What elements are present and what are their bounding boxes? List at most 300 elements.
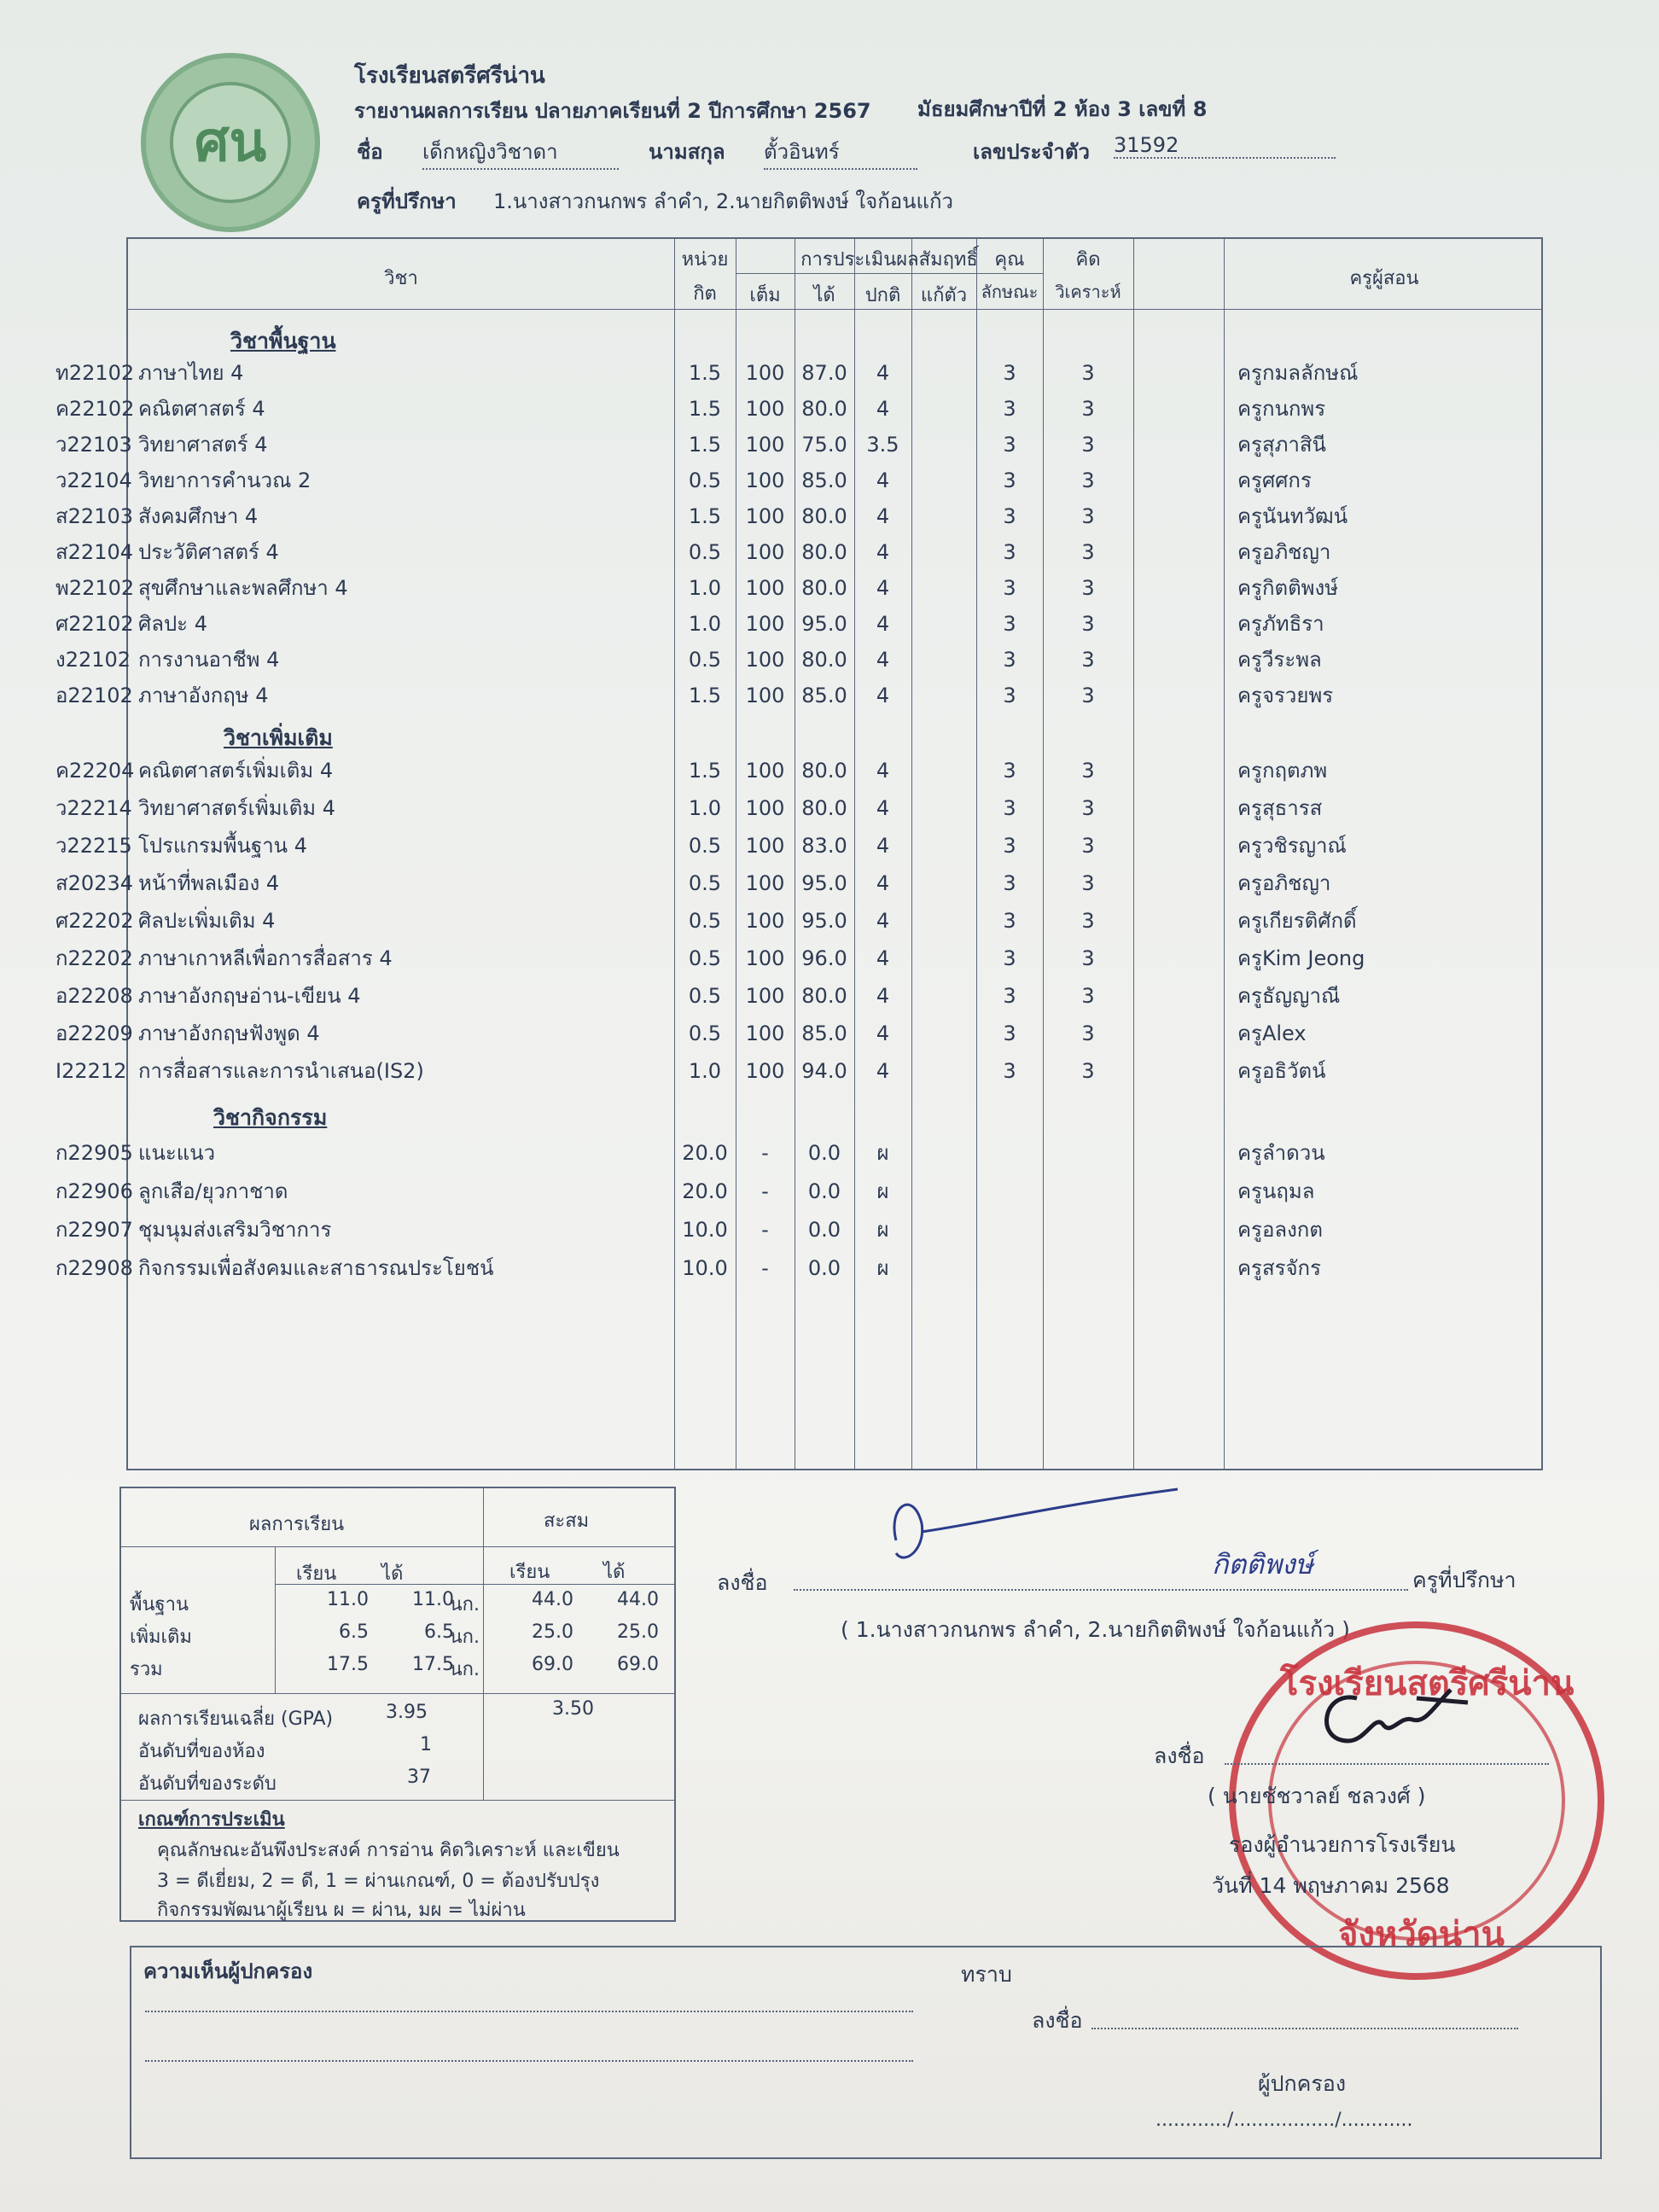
cell-teacher: ครูนันทวัฒน์ <box>1237 504 1348 528</box>
study-col-label: เรียน <box>296 1563 337 1585</box>
subject-row <box>55 1250 1541 1287</box>
cell-grade: 4 <box>876 1022 890 1045</box>
cell-attr: 3 <box>1003 684 1016 707</box>
cell-grade: 4 <box>876 361 890 385</box>
cell-unit: 1.0 <box>688 796 722 820</box>
cell-got: 85.0 <box>801 684 847 707</box>
cell-name: การสื่อสารและการนำเสนอ(IS2) <box>138 1059 424 1083</box>
credit-got: 17.5 <box>412 1654 454 1675</box>
stamp-top-text: โรงเรียนสตรีศรีน่าน <box>1280 1664 1575 1703</box>
parent-opinion-box <box>130 1946 1602 2159</box>
cell-code: ว22214 <box>55 796 132 820</box>
col-subject-header: วิชา <box>384 268 418 289</box>
cell-got: 85.0 <box>801 1022 847 1045</box>
cell-got: 0.0 <box>807 1256 841 1280</box>
acknowledge-label: ทราบ <box>961 1962 1012 1987</box>
cell-full: 100 <box>745 612 785 636</box>
summary-box <box>119 1487 676 1922</box>
cell-unit: 10.0 <box>682 1256 728 1280</box>
cell-teacher: ครูศศกร <box>1237 469 1312 492</box>
cell-unit: 0.5 <box>688 984 722 1008</box>
cumulative-label: สะสม <box>544 1511 590 1532</box>
cell-full: 100 <box>745 946 785 970</box>
cell-think: 3 <box>1081 871 1095 895</box>
section-basic: วิชาพื้นฐาน <box>230 329 336 353</box>
cell-teacher: ครูวชิรญาณ์ <box>1237 834 1347 858</box>
cell-teacher: ครูกิตติพงษ์ <box>1237 576 1339 600</box>
cell-full: - <box>761 1218 769 1242</box>
cell-name: สุขศึกษาและพลศึกษา 4 <box>138 576 348 600</box>
class-rank-label: อันดับที่ของห้อง <box>138 1741 265 1762</box>
col-full-header: เต็ม <box>749 285 781 306</box>
cell-grade: 3.5 <box>866 433 899 457</box>
credit-got: 6.5 <box>424 1621 454 1643</box>
cell-name: ลูกเสือ/ยุวกาชาด <box>138 1179 288 1203</box>
cell-code: ง22102 <box>55 648 131 672</box>
col-fix-header: แก้ตัว <box>920 285 968 306</box>
cell-think: 3 <box>1081 433 1095 457</box>
cell-full: 100 <box>745 648 785 672</box>
cell-unit: 0.5 <box>688 871 722 895</box>
cell-think: 3 <box>1081 1022 1095 1045</box>
cell-grade: ผ <box>876 1256 889 1280</box>
cell-name: ศิลปะเพิ่มเติม 4 <box>138 909 276 933</box>
cell-attr: 3 <box>1003 984 1016 1008</box>
cell-grade: 4 <box>876 504 890 528</box>
cell-got: 80.0 <box>801 648 847 672</box>
cell-teacher: ครูธัญญาณี <box>1237 984 1341 1008</box>
cell-attr: 3 <box>1003 946 1016 970</box>
cell-think: 3 <box>1081 909 1095 933</box>
subject-row <box>55 790 1541 827</box>
cell-teacher: ครูสรจักร <box>1237 1256 1321 1280</box>
cell-code: ก22907 <box>55 1218 133 1242</box>
credit-cum_got: 69.0 <box>617 1654 659 1675</box>
cell-grade: 4 <box>876 469 890 492</box>
cell-full: 100 <box>745 984 785 1008</box>
cell-code: ก22908 <box>55 1256 133 1280</box>
summary-vdivider <box>275 1546 276 1693</box>
cell-unit: 1.5 <box>688 433 722 457</box>
cell-teacher: ครูวีระพล <box>1237 648 1322 672</box>
cell-code: ก22905 <box>55 1141 133 1165</box>
cell-teacher: ครูKim Jeong <box>1237 946 1365 970</box>
col-attr-header-b: ลักษณะ <box>981 282 1039 302</box>
cell-teacher: ครูAlex <box>1237 1022 1307 1045</box>
cum-study-col-label: เรียน <box>509 1562 550 1583</box>
report-title: รายงานผลการเรียน ปลายภาคเรียนที่ 2 ปีการศึกษา 2567 <box>354 99 871 123</box>
advisor-label: ครูที่ปรึกษา <box>357 189 457 213</box>
cell-got: 0.0 <box>807 1179 841 1203</box>
cell-code: ส22103 <box>55 504 133 528</box>
cell-name: ภาษาอังกฤษอ่าน-เขียน 4 <box>138 984 361 1008</box>
cell-grade: 4 <box>876 540 890 564</box>
cell-got: 80.0 <box>801 984 847 1008</box>
cell-grade: 4 <box>876 576 890 600</box>
cell-got: 80.0 <box>801 540 847 564</box>
cell-code: ส22104 <box>55 540 133 564</box>
cell-name: วิทยาการคำนวณ 2 <box>138 469 311 492</box>
criteria-line-3: กิจกรรมพัฒนาผู้เรียน ผ = ผ่าน, มผ = ไม่ผ่าน <box>157 1900 526 1921</box>
cell-grade: 4 <box>876 834 890 858</box>
cell-teacher: ครูเกียรติศักดิ์ <box>1237 909 1357 933</box>
opinion-line-2[interactable] <box>145 2060 913 2062</box>
cell-code: ศ22202 <box>55 909 134 933</box>
col-think-header-a: คิด <box>1075 249 1101 271</box>
parent-sign-label: ลงชื่อ <box>1032 2008 1083 2033</box>
cell-name: โปรแกรมพื้นฐาน 4 <box>138 834 307 858</box>
credit-cum_got: 44.0 <box>617 1589 659 1610</box>
subject-row <box>55 978 1541 1015</box>
cell-name: ภาษาเกาหลีเพื่อการสื่อสาร 4 <box>138 946 393 970</box>
class-info: มัธยมศึกษาปีที่ 2 ห้อง 3 เลขที่ 8 <box>917 97 1208 121</box>
cell-teacher: ครูนฤมล <box>1237 1179 1315 1203</box>
cell-teacher: ครูสุธารส <box>1237 796 1323 820</box>
cell-attr: 3 <box>1003 834 1016 858</box>
gpa-label: ผลการเรียนเฉลี่ย (GPA) <box>138 1708 334 1730</box>
cell-name: คณิตศาสตร์เพิ่มเติม 4 <box>138 759 334 783</box>
cell-attr: 3 <box>1003 759 1016 783</box>
credit-cum_study: 44.0 <box>532 1589 573 1610</box>
subject-row <box>55 1135 1541 1172</box>
summary-vdivider <box>483 1488 484 1800</box>
cell-unit: 0.5 <box>688 648 722 672</box>
cell-code: ศ22102 <box>55 612 134 636</box>
credit-unit: นก. <box>449 1594 480 1615</box>
cell-think: 3 <box>1081 1059 1095 1083</box>
credit-cum_study: 25.0 <box>532 1621 573 1643</box>
cell-grade: 4 <box>876 612 890 636</box>
results-label: ผลการเรียน <box>249 1514 345 1535</box>
summary-divider <box>121 1693 674 1694</box>
cell-full: - <box>761 1256 769 1280</box>
cell-name: การงานอาชีพ 4 <box>138 648 280 672</box>
cell-unit: 20.0 <box>682 1179 728 1203</box>
cell-unit: 1.0 <box>688 1059 722 1083</box>
cell-name: วิทยาศาสตร์เพิ่มเติม 4 <box>138 796 336 820</box>
subject-row <box>55 534 1541 571</box>
cell-unit: 20.0 <box>682 1141 728 1165</box>
subject-row <box>55 678 1541 714</box>
cell-grade: 4 <box>876 759 890 783</box>
cell-teacher: ครูอลงกต <box>1237 1218 1323 1242</box>
cell-full: 100 <box>745 759 785 783</box>
col-normal-header: ปกติ <box>864 285 901 306</box>
cell-full: 100 <box>745 361 785 385</box>
cell-full: 100 <box>745 540 785 564</box>
credit-label: รวม <box>130 1659 163 1680</box>
cell-code: ว22215 <box>55 834 132 858</box>
cell-unit: 1.5 <box>688 759 722 783</box>
school-logo-emblem: ศน <box>194 111 267 174</box>
col-unit-header-a: หน่วย <box>681 249 729 271</box>
cell-unit: 1.5 <box>688 504 722 528</box>
parent-date: ............/................./............ <box>1155 2110 1413 2131</box>
col-eval-header: การประเมินผลสัมฤทธิ์ <box>800 249 978 271</box>
cell-unit: 0.5 <box>688 1022 722 1045</box>
cell-teacher: ครูอธิวัตน์ <box>1237 1059 1326 1083</box>
got-col-label: ได้ <box>381 1563 404 1585</box>
cell-got: 75.0 <box>801 433 847 457</box>
student-id <box>1114 133 1336 159</box>
cell-attr: 3 <box>1003 433 1016 457</box>
cell-full: 100 <box>745 834 785 858</box>
cell-code: ส20234 <box>55 871 133 895</box>
credit-label: พื้นฐาน <box>130 1594 189 1615</box>
cell-full: 100 <box>745 1059 785 1083</box>
cell-full: 100 <box>745 576 785 600</box>
level-rank-value: 37 <box>407 1767 431 1788</box>
subject-row <box>55 463 1541 499</box>
subject-row <box>55 940 1541 977</box>
student-name <box>422 135 619 170</box>
school-logo-inner-ring <box>170 82 291 203</box>
cell-got: 85.0 <box>801 469 847 492</box>
cell-teacher: ครูจรวยพร <box>1237 684 1334 707</box>
section-extra: วิชาเพิ่มเติม <box>224 725 333 750</box>
cell-name: ภาษาอังกฤษฟังพูด 4 <box>138 1022 320 1045</box>
cell-think: 3 <box>1081 540 1095 564</box>
cell-code: อ22209 <box>55 1022 133 1045</box>
parent-sign-line[interactable] <box>1091 2028 1518 2029</box>
subject-row <box>55 1016 1541 1052</box>
section-activity: วิชากิจกรรม <box>213 1105 328 1130</box>
student-surname <box>764 135 917 170</box>
cell-think: 3 <box>1081 946 1095 970</box>
cell-full: 100 <box>745 504 785 528</box>
col-got-header: ได้ <box>813 285 835 306</box>
advisor-signature-scribble <box>879 1472 1186 1592</box>
cell-code: อ22102 <box>55 684 133 707</box>
credit-cum_got: 25.0 <box>617 1621 659 1643</box>
cell-grade: 4 <box>876 1059 890 1083</box>
cell-attr: 3 <box>1003 612 1016 636</box>
cell-name: แนะแนว <box>138 1141 216 1165</box>
summary-divider <box>121 1546 674 1547</box>
credit-unit: นก. <box>449 1659 480 1680</box>
cell-grade: 4 <box>876 946 890 970</box>
cell-think: 3 <box>1081 796 1095 820</box>
col-attr-header-a: คุณ <box>994 249 1025 271</box>
cell-attr: 3 <box>1003 1022 1016 1045</box>
credit-study: 17.5 <box>327 1654 369 1675</box>
cell-name: ภาษาอังกฤษ 4 <box>138 684 269 707</box>
cell-code: ว22104 <box>55 469 132 492</box>
cell-unit: 1.5 <box>688 397 722 421</box>
deputy-sign-line <box>1225 1763 1549 1765</box>
school-logo <box>141 53 320 232</box>
subject-row <box>55 606 1541 643</box>
cell-code: ค22102 <box>55 397 135 421</box>
cell-attr: 3 <box>1003 648 1016 672</box>
cell-code: ว22103 <box>55 433 132 457</box>
advisor-sign-line <box>794 1589 1408 1591</box>
cell-full: 100 <box>745 469 785 492</box>
cell-code: พ22102 <box>55 576 135 600</box>
cell-grade: 4 <box>876 397 890 421</box>
cell-unit: 0.5 <box>688 909 722 933</box>
cell-unit: 1.5 <box>688 361 722 385</box>
parent-role: ผู้ปกครอง <box>1258 2071 1347 2096</box>
cell-got: 95.0 <box>801 612 847 636</box>
cell-teacher: ครูภัทธิรา <box>1237 612 1324 636</box>
cell-code: ค22204 <box>55 759 135 783</box>
deputy-sign-label: ลงชื่อ <box>1154 1743 1205 1768</box>
cell-got: 95.0 <box>801 909 847 933</box>
cell-unit: 1.0 <box>688 612 722 636</box>
cell-think: 3 <box>1081 834 1095 858</box>
summary-divider <box>121 1800 674 1801</box>
advisor-role: ครูที่ปรึกษา <box>1412 1568 1516 1592</box>
deputy-name: ( นายชัชวาลย์ ชลวงศ์ ) <box>1208 1784 1426 1808</box>
cell-name: หน้าที่พลเมือง 4 <box>138 871 280 895</box>
cell-code: ท22102 <box>55 361 135 385</box>
parent-opinion-label: ความเห็นผู้ปกครอง <box>143 1959 313 1983</box>
subject-row <box>55 903 1541 940</box>
cell-full: 100 <box>745 684 785 707</box>
cell-name: ศิลปะ 4 <box>138 612 207 636</box>
credit-unit: นก. <box>449 1627 480 1648</box>
cell-think: 3 <box>1081 469 1095 492</box>
cell-full: 100 <box>745 1022 785 1045</box>
criteria-title: เกณฑ์การประเมิน <box>138 1809 285 1831</box>
cell-attr: 3 <box>1003 397 1016 421</box>
cell-attr: 3 <box>1003 871 1016 895</box>
cell-think: 3 <box>1081 984 1095 1008</box>
criteria-line-1: คุณลักษณะอันพึงประสงค์ การอ่าน คิดวิเคราะห์ และเขียน <box>157 1840 620 1861</box>
cell-teacher: ครูอภิชญา <box>1237 540 1331 564</box>
cell-teacher: ครูอภิชญา <box>1237 871 1331 895</box>
stamp-bottom-text: จังหวัดน่าน <box>1338 1915 1505 1954</box>
id-label: เลขประจำตัว <box>973 140 1090 164</box>
cell-got: 80.0 <box>801 759 847 783</box>
cell-think: 3 <box>1081 612 1095 636</box>
subject-row <box>55 828 1541 864</box>
subject-row <box>55 1212 1541 1249</box>
cell-attr: 3 <box>1003 576 1016 600</box>
cell-attr: 3 <box>1003 540 1016 564</box>
cell-think: 3 <box>1081 397 1095 421</box>
cell-got: 80.0 <box>801 796 847 820</box>
cell-unit: 0.5 <box>688 946 722 970</box>
subject-row <box>55 498 1541 535</box>
cell-think: 3 <box>1081 684 1095 707</box>
cell-got: 80.0 <box>801 576 847 600</box>
student-surname-value: ตั้วอินทร์ <box>764 135 917 170</box>
level-rank-label: อันดับที่ของระดับ <box>138 1773 276 1795</box>
cell-got: 83.0 <box>801 834 847 858</box>
cell-think: 3 <box>1081 759 1095 783</box>
cell-unit: 1.5 <box>688 684 722 707</box>
cell-grade: ผ <box>876 1179 889 1203</box>
cell-name: ประวัติศาสตร์ 4 <box>138 540 279 564</box>
credit-got: 11.0 <box>412 1589 454 1610</box>
gpa-value: 3.95 <box>386 1702 428 1723</box>
cell-attr: 3 <box>1003 1059 1016 1083</box>
cell-teacher: ครูลำดวน <box>1237 1141 1325 1165</box>
cum-got-col-label: ได้ <box>603 1562 626 1583</box>
cell-grade: 4 <box>876 984 890 1008</box>
cell-got: 95.0 <box>801 871 847 895</box>
report-date: วันที่ 14 พฤษภาคม 2568 <box>1212 1873 1450 1898</box>
school-name: โรงเรียนสตรีศรีน่าน <box>354 63 545 89</box>
cell-code: I22212 <box>55 1059 127 1083</box>
cell-grade: 4 <box>876 796 890 820</box>
cell-name: วิทยาศาสตร์ 4 <box>138 433 268 457</box>
col-teacher-header: ครูผู้สอน <box>1349 268 1419 289</box>
cum-gpa-value: 3.50 <box>552 1698 594 1720</box>
subject-row <box>55 427 1541 463</box>
cell-name: คณิตศาสตร์ 4 <box>138 397 265 421</box>
cell-attr: 3 <box>1003 796 1016 820</box>
cell-attr: 3 <box>1003 504 1016 528</box>
credit-label: เพิ่มเติม <box>130 1627 192 1648</box>
col-think-header-b: วิเคราะห์ <box>1055 282 1121 302</box>
cell-got: 94.0 <box>801 1059 847 1083</box>
cell-grade: ผ <box>876 1141 889 1165</box>
cell-think: 3 <box>1081 648 1095 672</box>
cell-full: - <box>761 1141 769 1165</box>
cell-teacher: ครูกฤตภพ <box>1237 759 1328 783</box>
subject-row <box>55 1053 1541 1090</box>
cell-think: 3 <box>1081 361 1095 385</box>
cell-full: 100 <box>745 433 785 457</box>
cell-full: 100 <box>745 909 785 933</box>
cell-full: 100 <box>745 796 785 820</box>
cell-think: 3 <box>1081 504 1095 528</box>
cell-got: 87.0 <box>801 361 847 385</box>
cell-unit: 0.5 <box>688 469 722 492</box>
cell-got: 96.0 <box>801 946 847 970</box>
cell-grade: 4 <box>876 909 890 933</box>
class-rank-value: 1 <box>420 1734 432 1755</box>
deputy-role: รองผู้อำนวยการโรงเรียน <box>1229 1832 1456 1857</box>
student-id-value: 31592 <box>1114 133 1336 159</box>
cell-teacher: ครูกมลลักษณ์ <box>1237 361 1359 385</box>
cell-code: อ22208 <box>55 984 133 1008</box>
cell-unit: 0.5 <box>688 834 722 858</box>
cell-teacher: ครูกนกพร <box>1237 397 1326 421</box>
cell-code: ก22906 <box>55 1179 133 1203</box>
cell-name: กิจกรรมเพื่อสังคมและสาธารณประโยชน์ <box>138 1256 494 1280</box>
criteria-line-2: 3 = ดีเยี่ยม, 2 = ดี, 1 = ผ่านเกณฑ์, 0 = ต้องปรับปรุง <box>157 1871 600 1892</box>
cell-got: 80.0 <box>801 504 847 528</box>
cell-full: - <box>761 1179 769 1203</box>
opinion-line-1[interactable] <box>145 2011 913 2012</box>
subject-row <box>55 355 1541 392</box>
cell-name: สังคมศึกษา 4 <box>138 504 259 528</box>
cell-name: ชุมนุมส่งเสริมวิชาการ <box>138 1218 332 1242</box>
cell-unit: 10.0 <box>682 1218 728 1242</box>
advisor-handwritten-name: กิตติพงษ์ <box>1212 1548 1313 1580</box>
cell-full: 100 <box>745 397 785 421</box>
cell-grade: 4 <box>876 648 890 672</box>
subject-row <box>55 391 1541 428</box>
cell-attr: 3 <box>1003 469 1016 492</box>
credit-study: 11.0 <box>327 1589 369 1610</box>
advisor-sign-label: ลงชื่อ <box>717 1570 768 1595</box>
grade-table <box>55 237 1543 1470</box>
cell-unit: 1.0 <box>688 576 722 600</box>
advisor-names: 1.นางสาวกนกพร ลำคำ, 2.นายกิตติพงษ์ ใจก้อนแก้ว <box>493 189 954 213</box>
cell-name: ภาษาไทย 4 <box>138 361 244 385</box>
cell-attr: 3 <box>1003 909 1016 933</box>
student-name-value: เด็กหญิงวิชาดา <box>422 135 619 170</box>
deputy-signature-scribble <box>1306 1673 1476 1767</box>
cell-got: 0.0 <box>807 1218 841 1242</box>
cell-got: 0.0 <box>807 1141 841 1165</box>
cell-teacher: ครูสุภาสินี <box>1237 433 1326 457</box>
